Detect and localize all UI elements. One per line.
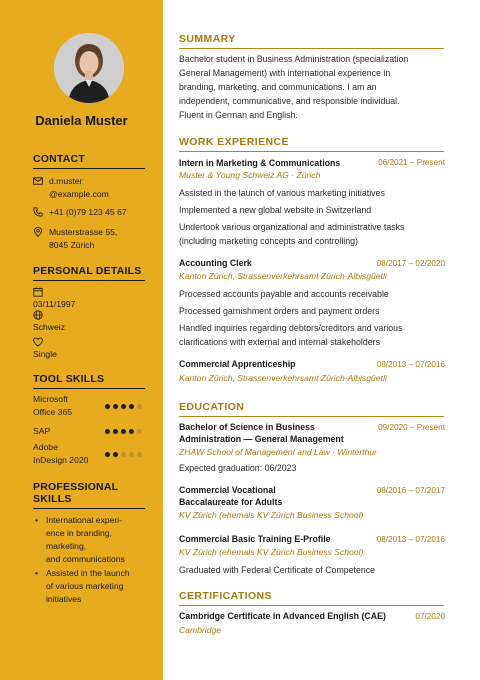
job-date: 08/2017 – 02/2020	[376, 259, 445, 268]
job-line: Handled inquiries regarding debtors/creditors and various	[179, 323, 403, 333]
professional-skills-heading-line1: PROFESSIONAL	[33, 481, 119, 493]
personal-birthdate	[33, 287, 148, 309]
education-date: 08/2016 – 07/2017	[376, 486, 445, 495]
profile-name: Daniela Muster	[35, 113, 128, 128]
skill-level-dot	[113, 452, 118, 457]
list-item-line: marketing,	[46, 541, 87, 551]
professional-skills-heading	[33, 481, 145, 509]
skill-level-dot	[121, 429, 126, 434]
tool-skill-name: InDesign 2020	[33, 455, 89, 465]
job-line: clarifications with external and internal stakeholders	[179, 337, 380, 347]
personal-details-heading: PERSONAL DETAILS	[33, 265, 145, 281]
job-company: Kanton Zürich, Strassenverkehrsamt Zürich-Albisgüetli	[179, 271, 387, 281]
education-title-line: Commercial Vocational	[179, 485, 276, 495]
education-title-line: Baccalaureate for Adults	[179, 497, 283, 507]
tool-skill-row	[33, 425, 148, 438]
job-line: Implemented a new global website in Switzerland	[179, 205, 372, 215]
tool-skills-heading: TOOL SKILLS	[33, 373, 145, 389]
list-item-line: of various marketing	[46, 581, 124, 591]
job-company: Kanton Zürich, Strassenverkehrsamt Zürich-Albisgüetli	[179, 373, 387, 383]
skill-level-dots	[105, 441, 142, 467]
tool-skill-name: SAP	[33, 426, 51, 436]
job-line: Undertook various organizational and administrative tasks	[179, 222, 405, 232]
skill-level-dot	[121, 404, 126, 409]
skill-level-dot	[105, 429, 110, 434]
education-title-line: Bachelor of Science in Business	[179, 422, 315, 432]
certifications-heading: CERTIFICATIONS	[179, 590, 444, 606]
job-title: Intern in Marketing & Communications	[179, 158, 341, 168]
skill-level-dot	[129, 429, 134, 434]
list-item-line: initiatives	[46, 594, 82, 604]
contact-phone[interactable]	[33, 206, 148, 219]
globe-icon	[33, 310, 43, 320]
job-line: (including marketing concepts and controlling)	[179, 236, 358, 246]
contact-address	[33, 226, 148, 252]
tool-skill-row	[33, 393, 148, 419]
summary-line: Bachelor student in Business Administration (specialization	[179, 54, 409, 64]
skill-level-dots	[105, 425, 142, 438]
heart-icon	[33, 337, 43, 347]
skill-level-dot	[113, 404, 118, 409]
personal-birthdate-text: 03/11/1997	[33, 299, 76, 309]
contact-phone-text: +41 (0)79 123 45 67	[49, 207, 127, 217]
profile-photo	[54, 33, 124, 103]
education-title-line: Administration — General Management	[179, 434, 344, 444]
list-item-line: and communications	[46, 554, 125, 564]
certification-title: Cambridge Certificate in Advanced English (CAE)	[179, 611, 386, 621]
job-line: Processed garnishment orders and payment orders	[179, 306, 380, 316]
profile-photo-image	[54, 33, 124, 103]
education-title	[179, 533, 399, 545]
location-pin-icon	[33, 227, 43, 237]
list-item-line: • International experi-	[46, 515, 122, 525]
job-date: 08/2013 – 07/2016	[376, 360, 445, 369]
education-school: ZHAW School of Management and Law · Winterthur	[179, 447, 377, 457]
phone-icon	[33, 207, 43, 217]
summary-line: branding, marketing, and communications. I am an	[179, 82, 377, 92]
list-item	[33, 567, 153, 606]
summary-line: General Management) with international experience in	[179, 68, 391, 78]
mail-icon	[33, 176, 43, 186]
contact-email-line2: @example.com	[49, 189, 109, 199]
education-school: KV Zürich (ehemals KV Zürich Business School)	[179, 510, 364, 520]
summary-heading: SUMMARY	[179, 33, 444, 49]
summary-text	[179, 52, 447, 122]
contact-address-line2: 8045 Zürich	[49, 240, 95, 250]
professional-skills-heading-line2: SKILLS	[33, 493, 72, 505]
professional-skills-list	[33, 514, 153, 607]
contact-email-line1: d.muster	[49, 176, 83, 186]
education-note: Graduated with Federal Certificate of Competence	[179, 565, 376, 575]
education-school: KV Zürich (ehemals KV Zürich Business School)	[179, 547, 364, 557]
certification-date: 07/2020	[415, 612, 445, 621]
summary-line: independent, communicative, and responsible individual.	[179, 96, 400, 106]
education-date: 09/2020 – Present	[378, 423, 445, 432]
personal-nationality	[33, 310, 148, 332]
tool-skill-name: Microsoft	[33, 394, 68, 404]
contact-email[interactable]	[33, 175, 148, 201]
skill-level-dot	[113, 429, 118, 434]
skill-level-dot	[121, 452, 126, 457]
work-experience-heading: WORK EXPERIENCE	[179, 136, 444, 152]
education-title	[179, 484, 359, 508]
personal-nationality-text: Schweiz	[33, 322, 65, 332]
skill-level-dot	[105, 404, 110, 409]
job-line: Processed accounts payable and accounts receivable	[179, 289, 389, 299]
job-title: Accounting Clerk	[179, 258, 252, 268]
tool-skill-name: Office 365	[33, 407, 73, 417]
list-item-line: • Assisted in the launch	[46, 568, 130, 578]
list-item	[33, 514, 153, 566]
tool-skill-row	[33, 441, 148, 467]
education-note: Expected graduation: 06/2023	[179, 463, 297, 473]
job-line: Assisted in the launch of various marketing initiatives	[179, 188, 385, 198]
job-date: 06/2021 – Present	[378, 158, 445, 167]
job-title: Commercial Apprenticeship	[179, 359, 296, 369]
skill-level-dot	[105, 452, 110, 457]
certification-issuer: Cambridge	[179, 625, 222, 635]
skill-level-dot	[137, 452, 142, 457]
skill-level-dot	[129, 404, 134, 409]
contact-address-line1: Musterstrasse 55,	[49, 227, 118, 237]
skill-level-dot	[137, 404, 142, 409]
sidebar	[0, 0, 163, 680]
calendar-icon	[33, 287, 43, 297]
summary-line: Fluent in German and English.	[179, 110, 298, 120]
personal-status-text: Single	[33, 349, 57, 359]
skill-level-dot	[137, 429, 142, 434]
list-item-line: ence in branding,	[46, 528, 112, 538]
education-title-line: Commercial Basic Training E-Profile	[179, 534, 331, 544]
skill-level-dots	[105, 393, 142, 419]
contact-heading: CONTACT	[33, 153, 145, 169]
education-title	[179, 421, 359, 445]
personal-status	[33, 337, 148, 359]
education-date: 08/2013 – 07/2016	[376, 535, 445, 544]
job-company: Muster & Young Schweiz AG · Zürich	[179, 170, 321, 180]
education-heading: EDUCATION	[179, 401, 444, 417]
skill-level-dot	[129, 452, 134, 457]
tool-skill-name: Adobe	[33, 442, 58, 452]
